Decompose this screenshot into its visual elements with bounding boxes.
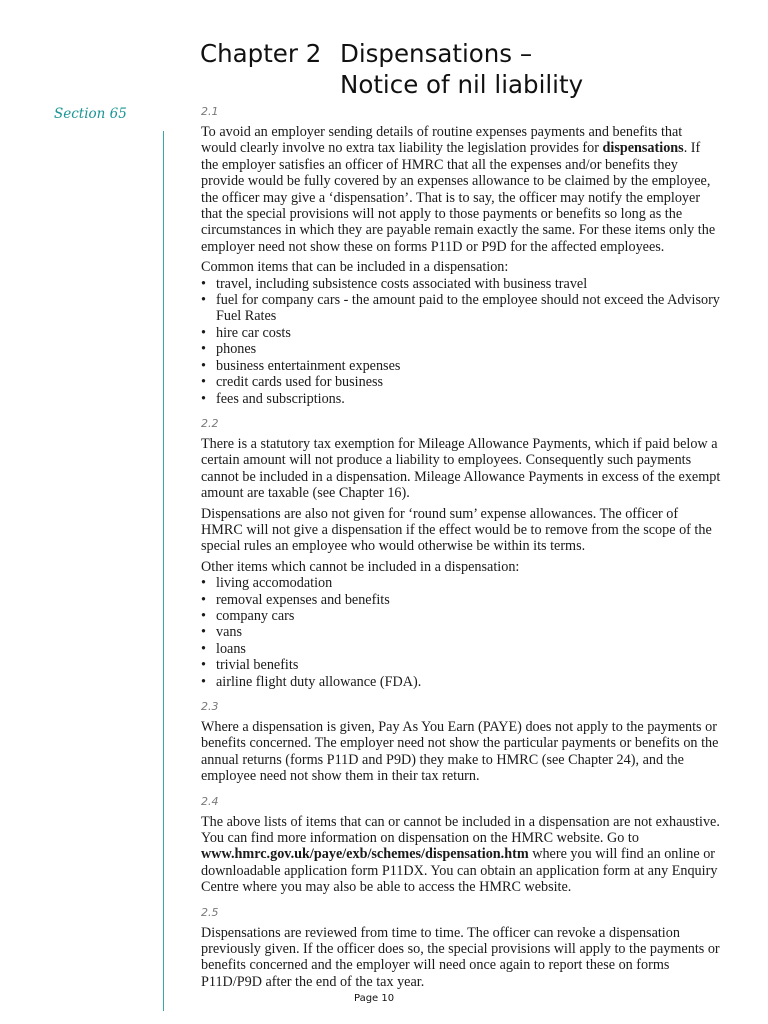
list-item: • fees and subscriptions. bbox=[201, 391, 721, 407]
text-segment: where you will find an online or downloadable application form P11DX. You can obtain an application form at any Enquiry Centre where you may also be able to access the HMRC website. bbox=[201, 846, 718, 896]
section-2-2-paragraph-1: There is a statutory tax exemption for Mileage Allowance Payments, which if paid below a certain amount will not produce a liability to employees. Consequently such payments cannot be included in a dispensation. Mileage Allowance Payments in excess of the exempt amount are taxable (see Chapter 16). bbox=[201, 435, 721, 502]
list-item: • business entertainment expenses bbox=[201, 358, 721, 374]
text-segment: The above lists of items that can or cannot be included in a dispensation are not exhaustive. You can find more information on dispensation on the HMRC website. Go to bbox=[201, 813, 720, 847]
chapter-title-line1: Dispensations – bbox=[340, 39, 533, 68]
hmrc-url: www.hmrc.gov.uk/paye/exb/schemes/dispensation.htm bbox=[201, 846, 529, 863]
list-item: • phones bbox=[201, 341, 721, 357]
list-item: • vans bbox=[201, 624, 721, 640]
chapter-heading bbox=[200, 38, 583, 100]
chapter-title-line2: Notice of nil liability bbox=[340, 70, 584, 99]
chapter-number: Chapter 2 bbox=[200, 39, 322, 68]
section-number-2-4: 2.4 bbox=[201, 794, 219, 808]
section-2-4-paragraph bbox=[201, 814, 721, 896]
included-items-list bbox=[201, 276, 721, 407]
page-number: Page 10 bbox=[354, 993, 395, 1004]
section-2-1-paragraph bbox=[201, 124, 721, 255]
text-segment: To avoid an employer sending details of routine expenses payments and benefits that would clearly involve no extra tax liability the legislation provides for bbox=[201, 124, 683, 157]
text-segment: . If the employer satisfies an officer of HMRC that all the expenses and/or benefits they provide would be fully covered by an expenses allowance to be claimed by the employee, the officer may give a ‘dispensation’. That is to say, the officer may notify the employer that the special provisions will not apply to those payments or benefits so long as the circumstances in which they are payable remain exactly the same. For these items only the employer need not show these on forms P11D or P9D for the affected employees. bbox=[201, 140, 716, 255]
list-item: • trivial benefits bbox=[201, 657, 721, 673]
section-2-3-paragraph: Where a dispensation is given, Pay As You Earn (PAYE) does not apply to the payments or benefits concerned. The employer need not show the particular payments or benefits on the annual returns (forms P11D and P9D) they make to HMRC (see Chapter 24), and the employee need not show them in their tax return. bbox=[201, 719, 719, 785]
section-number-2-2: 2.2 bbox=[201, 416, 219, 430]
document-body bbox=[201, 105, 721, 994]
section-2-5-paragraph: Dispensations are reviewed from time to time. The officer can revoke a dispensation previously given. If the officer does so, the special provisions will apply to the payments or benefits concerned and the employer will need once again to report these on forms P11D/P9D after the end of the tax year. bbox=[201, 924, 720, 990]
section-2-2-list-intro: Other items which cannot be included in a dispensation: bbox=[201, 558, 520, 575]
section-number-2-3: 2.3 bbox=[201, 700, 219, 713]
section-number-2-1: 2.1 bbox=[201, 105, 219, 118]
list-item: • travel, including subsistence costs associated with business travel bbox=[201, 276, 721, 292]
bold-term: dispensations bbox=[602, 140, 684, 157]
list-item: • airline flight duty allowance (FDA). bbox=[201, 674, 721, 690]
list-item: • removal expenses and benefits bbox=[201, 592, 721, 608]
list-item: • living accomodation bbox=[201, 575, 721, 591]
list-item: • loans bbox=[201, 641, 721, 657]
list-item: • company cars bbox=[201, 608, 721, 624]
excluded-items-list bbox=[201, 575, 721, 690]
margin-rule bbox=[163, 131, 164, 1011]
list-item: • fuel for company cars - the amount paid to the employee should not exceed the Advisory Fuel Rates bbox=[201, 292, 721, 325]
section-2-1-list-intro: Common items that can be included in a dispensation: bbox=[201, 259, 509, 276]
margin-note-section-reference: Section 65 bbox=[54, 106, 127, 122]
section-number-2-5: 2.5 bbox=[201, 905, 219, 919]
list-item: • hire car costs bbox=[201, 325, 721, 341]
section-2-2-paragraph-2: Dispensations are also not given for ‘round sum’ expense allowances. The officer of HMRC will not give a dispensation if the effect would be to remove from the scope of the special rules an employee who would otherwise be within its terms. bbox=[201, 505, 712, 555]
list-item: • credit cards used for business bbox=[201, 374, 721, 390]
